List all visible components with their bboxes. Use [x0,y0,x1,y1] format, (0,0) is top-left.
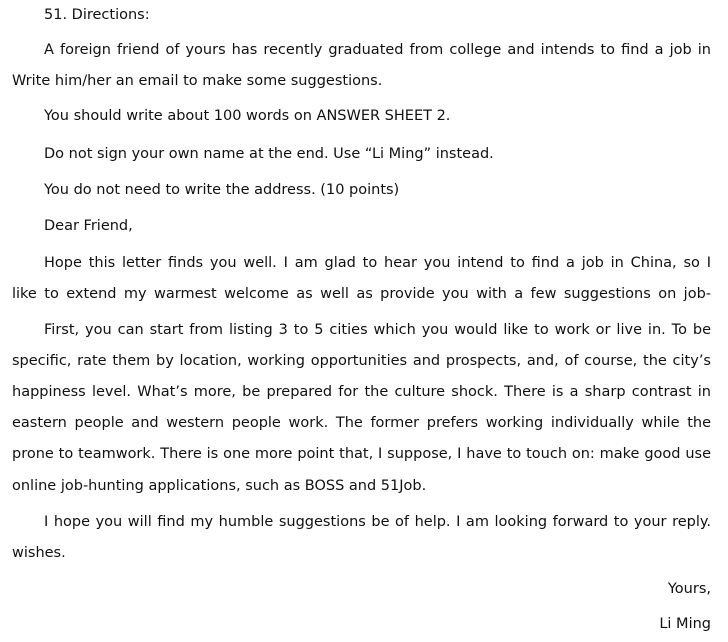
direction-4: You do not need to write the address. (10 points) [44,182,400,198]
letter-paragraph-1-line-2: like to extend my warmest welcome as well as provide you with a few suggestions on job- [12,286,711,302]
letter-paragraph-2-line-1: First, you can start from listing 3 to 5 cities which you would like to work or live in. To be [44,322,711,338]
letter-paragraph-2-line-4: eastern people and western people work. The former prefers working individually while the [12,415,711,431]
letter-paragraph-3-line-2: wishes. [12,545,66,561]
letter-paragraph-2-line-2: specific, rate them by location, working opportunities and prospects, and, of course, the city’s [12,353,711,369]
letter-paragraph-1-line-1: Hope this letter finds you well. I am glad to hear you intend to find a job in China, so I [44,255,711,271]
direction-3: Do not sign your own name at the end. Use “Li Ming” instead. [44,146,494,162]
direction-1-line-1: A foreign friend of yours has recently graduated from college and intends to find a job in [44,42,711,58]
letter-signature: Li Ming [659,616,711,632]
letter-paragraph-2-line-3: happiness level. What’s more, be prepared for the culture shock. There is a sharp contrast in [12,384,711,400]
letter-paragraph-2-line-6: online job-hunting applications, such as BOSS and 51Job. [12,478,427,494]
letter-salutation: Dear Friend, [44,218,133,234]
question-heading: 51. Directions: [44,7,150,23]
direction-2: You should write about 100 words on ANSWER SHEET 2. [44,108,451,124]
letter-paragraph-3-line-1: I hope you will find my humble suggestions be of help. I am looking forward to your reply. [44,514,711,530]
direction-1-line-2: Write him/her an email to make some suggestions. [12,73,383,89]
letter-paragraph-2-line-5: prone to teamwork. There is one more point that, I suppose, I have to touch on: make good use [12,446,711,462]
letter-closing: Yours, [667,581,711,597]
